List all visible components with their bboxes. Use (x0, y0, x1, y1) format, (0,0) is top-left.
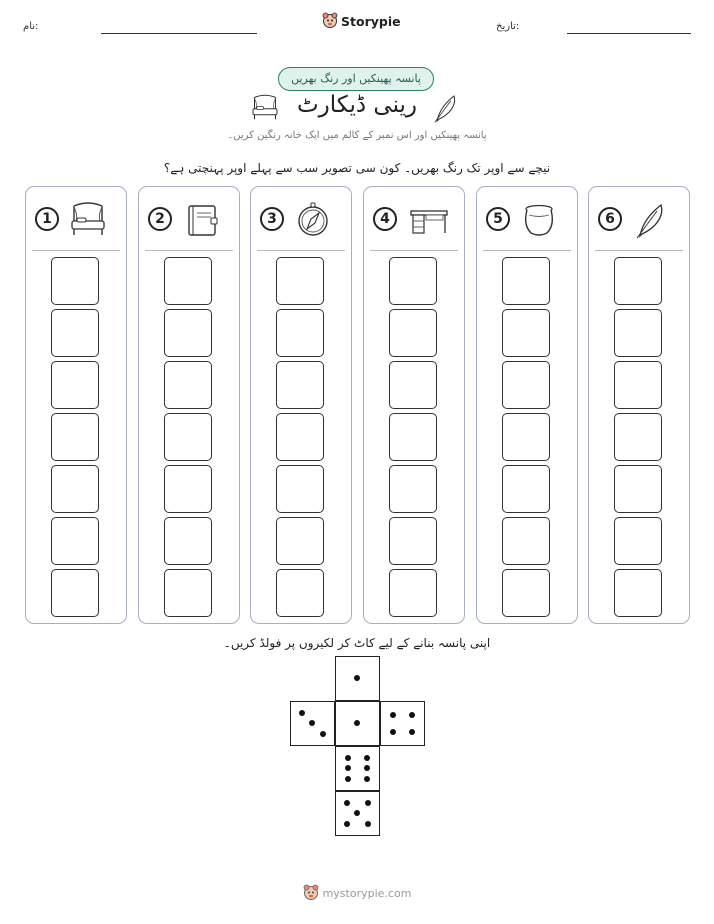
dice-pip (390, 729, 396, 735)
compass-icon (293, 201, 333, 239)
column-divider (32, 250, 120, 251)
footer (0, 884, 714, 902)
color-box[interactable] (51, 569, 99, 617)
dice-pip (344, 800, 350, 806)
color-box[interactable] (276, 361, 324, 409)
dice-pip (365, 821, 371, 827)
color-box[interactable] (614, 413, 662, 461)
book-icon (181, 201, 221, 239)
column-3 (250, 186, 352, 624)
column-header (477, 201, 577, 241)
dice-pip (354, 675, 360, 681)
color-box[interactable] (389, 465, 437, 513)
dice-pip (344, 821, 350, 827)
color-box[interactable] (502, 361, 550, 409)
column-6 (588, 186, 690, 624)
color-box[interactable] (276, 413, 324, 461)
color-box[interactable] (389, 309, 437, 357)
page-title: رینی ڈیکارٹ (296, 92, 418, 118)
color-box[interactable] (502, 465, 550, 513)
dice-pip (409, 712, 415, 718)
quill-feather-icon (631, 201, 671, 239)
footer-url[interactable]: mystorypie.com (322, 886, 412, 900)
column-divider (257, 250, 345, 251)
color-box[interactable] (164, 413, 212, 461)
date-label: تاریخ: (496, 21, 520, 32)
color-box[interactable] (389, 257, 437, 305)
column-number: 5 (486, 207, 510, 231)
color-box[interactable] (164, 257, 212, 305)
dice-pip (309, 720, 315, 726)
dice-pip (364, 765, 370, 771)
color-box[interactable] (614, 569, 662, 617)
dice-face (335, 656, 380, 701)
color-box[interactable] (164, 517, 212, 565)
color-box[interactable] (614, 257, 662, 305)
dice-face (380, 701, 425, 746)
column-number: 2 (148, 207, 172, 231)
column-number: 3 (260, 207, 284, 231)
color-box[interactable] (614, 517, 662, 565)
dice-pip (299, 710, 305, 716)
subtitle: پانسہ پھینکیں اور اس نمبر کے کالم میں ایک خانہ رنگین کریں۔ (227, 130, 487, 141)
dice-face (290, 701, 335, 746)
color-box[interactable] (164, 309, 212, 357)
canopy-bed-icon (68, 201, 108, 239)
dice-pip (364, 755, 370, 761)
dice-pip (345, 755, 351, 761)
color-box[interactable] (276, 465, 324, 513)
column-divider (370, 250, 458, 251)
color-box[interactable] (51, 517, 99, 565)
color-box[interactable] (276, 257, 324, 305)
color-box[interactable] (164, 465, 212, 513)
name-line (101, 33, 257, 34)
color-box[interactable] (502, 517, 550, 565)
column-number: 1 (35, 207, 59, 231)
title-row (250, 92, 464, 124)
column-number: 4 (373, 207, 397, 231)
color-box[interactable] (614, 309, 662, 357)
dice-pip (345, 776, 351, 782)
date-line (567, 33, 691, 34)
dice-pip (345, 765, 351, 771)
dice-pip (320, 731, 326, 737)
storypie-mascot-icon (303, 884, 319, 902)
dice-pip (390, 712, 396, 718)
color-box[interactable] (389, 413, 437, 461)
dice-pip (354, 720, 360, 726)
dice-pip (409, 729, 415, 735)
column-header (364, 201, 464, 241)
column-5 (476, 186, 578, 624)
color-box[interactable] (51, 309, 99, 357)
dice-face (335, 746, 380, 791)
color-box[interactable] (389, 361, 437, 409)
color-box[interactable] (51, 257, 99, 305)
column-header (589, 201, 689, 241)
activity-pill: پانسہ پھینکیں اور رنگ بھریں (278, 67, 434, 91)
color-box[interactable] (51, 413, 99, 461)
color-box[interactable] (502, 413, 550, 461)
color-box[interactable] (502, 309, 550, 357)
color-box[interactable] (51, 361, 99, 409)
brand-name: Storypie (341, 13, 401, 29)
dice-face (335, 701, 380, 746)
dice-pip (364, 776, 370, 782)
column-2 (138, 186, 240, 624)
name-label: نام: (23, 21, 39, 32)
color-box[interactable] (389, 569, 437, 617)
desk-icon (404, 201, 454, 239)
storypie-mascot-icon (322, 12, 338, 30)
color-box[interactable] (276, 309, 324, 357)
quill-feather-icon (430, 92, 462, 124)
column-4 (363, 186, 465, 624)
color-box[interactable] (389, 517, 437, 565)
color-box[interactable] (502, 257, 550, 305)
question: نیچے سے اوپر تک رنگ بھریں۔ کون سی تصویر سب سے پہلے اوپر پہنچتی ہے؟ (163, 161, 551, 175)
dice-pip (365, 800, 371, 806)
column-divider (483, 250, 571, 251)
column-1 (25, 186, 127, 624)
dice-face (335, 791, 380, 836)
dice-pip (354, 810, 360, 816)
canopy-bed-icon (250, 93, 280, 123)
cut-fold-instruction: اپنی پانسہ بنانے کے لیے کاٹ کر لکیروں پر فولڈ کریں۔ (223, 636, 491, 650)
column-number: 6 (598, 207, 622, 231)
color-box[interactable] (51, 465, 99, 513)
color-box[interactable] (614, 361, 662, 409)
color-box[interactable] (614, 465, 662, 513)
color-box[interactable] (164, 361, 212, 409)
color-box[interactable] (502, 569, 550, 617)
column-divider (145, 250, 233, 251)
color-box[interactable] (276, 569, 324, 617)
pot-icon (519, 201, 559, 239)
column-divider (595, 250, 683, 251)
column-header (251, 201, 351, 241)
column-header (26, 201, 126, 241)
brand-logo (322, 12, 401, 30)
color-box[interactable] (276, 517, 324, 565)
column-header (139, 201, 239, 241)
color-box[interactable] (164, 569, 212, 617)
